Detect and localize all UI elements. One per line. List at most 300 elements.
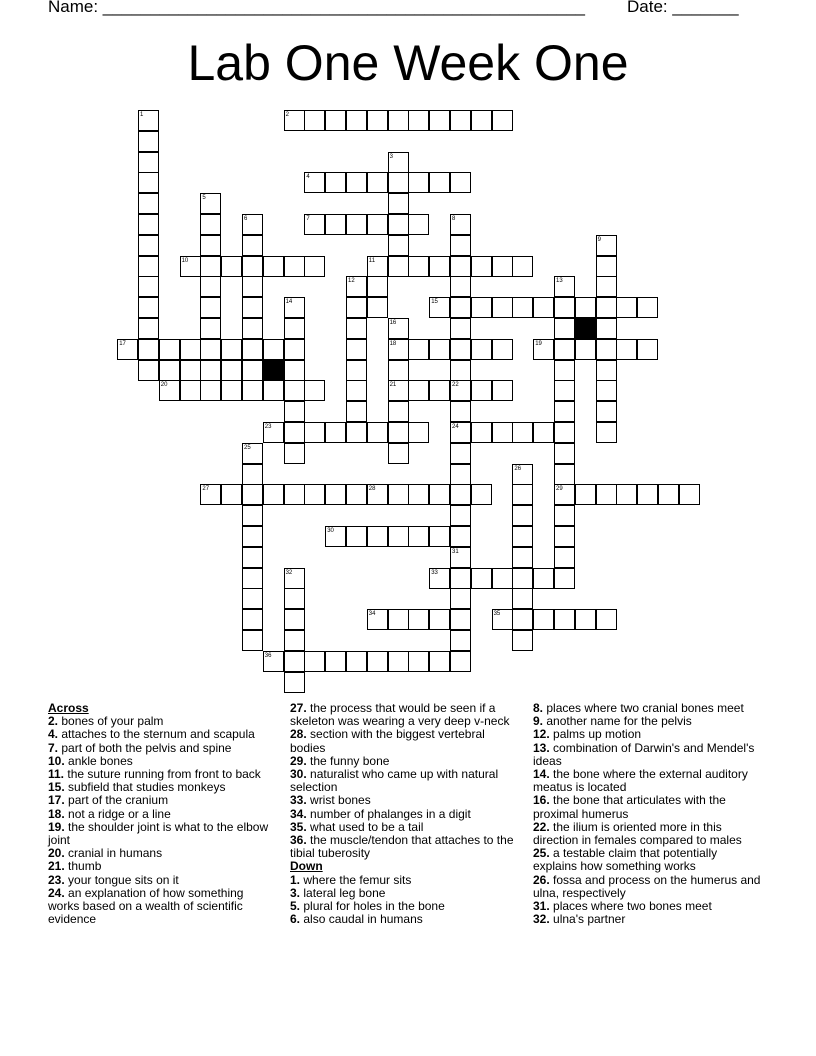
crossword-cell[interactable] xyxy=(346,651,367,672)
crossword-cell[interactable] xyxy=(242,568,263,589)
crossword-cell[interactable] xyxy=(596,484,617,505)
clue-text: wrist bones xyxy=(306,793,371,808)
crossword-cell[interactable] xyxy=(450,172,471,193)
crossword-cell[interactable] xyxy=(242,630,263,651)
crossword-cell[interactable] xyxy=(554,526,575,547)
clue-text: naturalist who came up with natural selection xyxy=(290,767,499,795)
crossword-cell[interactable] xyxy=(450,339,471,360)
crossword-cell[interactable] xyxy=(242,256,263,277)
crossword-cell[interactable] xyxy=(492,297,513,318)
crossword-cell[interactable] xyxy=(284,484,305,505)
crossword-cell[interactable] xyxy=(554,422,575,443)
crossword-cell[interactable] xyxy=(284,297,305,318)
crossword-cell[interactable] xyxy=(388,380,409,401)
crossword-cell[interactable] xyxy=(304,380,325,401)
crossword-cell[interactable] xyxy=(159,360,180,381)
crossword-cell[interactable] xyxy=(180,360,201,381)
clue-number-label: 20. xyxy=(48,846,65,861)
crossword-cell[interactable] xyxy=(408,484,429,505)
crossword-cell[interactable] xyxy=(242,505,263,526)
crossword-cell[interactable] xyxy=(388,443,409,464)
crossword-cell[interactable] xyxy=(200,318,221,339)
crossword-cell[interactable] xyxy=(159,380,180,401)
crossword-cell[interactable] xyxy=(242,464,263,485)
crossword-cell[interactable] xyxy=(616,484,637,505)
crossword-cell[interactable] xyxy=(284,672,305,693)
crossword-cell[interactable] xyxy=(554,568,575,589)
crossword-cell[interactable] xyxy=(533,297,554,318)
crossword-cell[interactable] xyxy=(200,339,221,360)
crossword-cell[interactable] xyxy=(346,110,367,131)
crossword-cell[interactable] xyxy=(221,360,242,381)
crossword-cell[interactable] xyxy=(554,318,575,339)
clue-number: 25 xyxy=(244,444,251,451)
crossword-cell[interactable] xyxy=(284,318,305,339)
clue-text: the bone that articulates with the proximal humerus xyxy=(533,793,726,821)
crossword-cell[interactable] xyxy=(575,339,596,360)
crossword-cell[interactable] xyxy=(512,588,533,609)
crossword-cell[interactable] xyxy=(263,651,284,672)
crossword-cell[interactable] xyxy=(596,297,617,318)
crossword-cell[interactable] xyxy=(388,110,409,131)
crossword-cell[interactable] xyxy=(200,256,221,277)
crossword-cell[interactable] xyxy=(429,568,450,589)
crossword-cell[interactable] xyxy=(325,214,346,235)
crossword-cell[interactable] xyxy=(429,110,450,131)
clue-number-label: 19. xyxy=(48,819,65,834)
clue-text: palms up motion xyxy=(549,727,642,742)
crossword-cell[interactable] xyxy=(346,214,367,235)
crossword-cell[interactable] xyxy=(408,172,429,193)
crossword-cell[interactable] xyxy=(367,526,388,547)
crossword-cell[interactable] xyxy=(284,651,305,672)
crossword-cell[interactable] xyxy=(512,256,533,277)
name-field[interactable]: Name: ___________________________________________________ xyxy=(48,0,585,16)
crossword-cell[interactable] xyxy=(450,380,471,401)
crossword-cell[interactable] xyxy=(408,609,429,630)
crossword-cell[interactable] xyxy=(388,172,409,193)
clue-number-label: 21. xyxy=(48,859,65,874)
crossword-cell[interactable] xyxy=(284,568,305,589)
crossword-cell[interactable] xyxy=(596,609,617,630)
crossword-cell[interactable] xyxy=(408,256,429,277)
crossword-cell[interactable] xyxy=(346,526,367,547)
crossword-cell[interactable] xyxy=(429,484,450,505)
clue-number-label: 32. xyxy=(533,912,550,927)
crossword-cell[interactable] xyxy=(408,380,429,401)
crossword-cell[interactable] xyxy=(180,256,201,277)
crossword-cell[interactable] xyxy=(492,422,513,443)
crossword-cell[interactable] xyxy=(596,422,617,443)
crossword-cell[interactable] xyxy=(471,110,492,131)
crossword-cell[interactable] xyxy=(263,380,284,401)
crossword-cell[interactable] xyxy=(554,443,575,464)
crossword-cell[interactable] xyxy=(596,339,617,360)
crossword-cell[interactable] xyxy=(450,276,471,297)
clue-text: thumb xyxy=(64,859,102,874)
crossword-cell[interactable] xyxy=(471,380,492,401)
clue-number: 30 xyxy=(327,528,334,534)
crossword-cell[interactable] xyxy=(180,339,201,360)
crossword-cell[interactable] xyxy=(304,256,325,277)
crossword-cell[interactable] xyxy=(492,110,513,131)
crossword-cell[interactable] xyxy=(242,380,263,401)
date-field[interactable]: Date: _______ xyxy=(627,0,739,16)
crossword-cell[interactable] xyxy=(284,609,305,630)
crossword-cell[interactable] xyxy=(512,505,533,526)
crossword-cell[interactable] xyxy=(138,172,159,193)
crossword-cell[interactable] xyxy=(450,297,471,318)
clue-number-label: 17. xyxy=(48,793,65,808)
page-title: Lab One Week One xyxy=(187,35,629,91)
crossword-cell[interactable] xyxy=(450,651,471,672)
clue-number: 5 xyxy=(202,195,206,202)
crossword-cell[interactable] xyxy=(450,464,471,485)
crossword-cell[interactable] xyxy=(637,484,658,505)
crossword-cell[interactable] xyxy=(304,214,325,235)
crossword-cell[interactable] xyxy=(388,235,409,256)
crossword-cell[interactable] xyxy=(450,256,471,277)
clue-text: fossa and process on the humerus and ulna, respectively xyxy=(533,872,761,900)
crossword-cell[interactable] xyxy=(596,318,617,339)
crossword-cell[interactable] xyxy=(284,339,305,360)
crossword-cell[interactable] xyxy=(450,318,471,339)
crossword-cell[interactable] xyxy=(596,256,617,277)
crossword-cell[interactable] xyxy=(367,110,388,131)
crossword-cell[interactable] xyxy=(388,214,409,235)
crossword-cell[interactable] xyxy=(138,152,159,173)
clue-text: a testable claim that potentially explains how something works xyxy=(533,846,718,874)
crossword-cell[interactable] xyxy=(450,214,471,235)
crossword-cell[interactable] xyxy=(138,235,159,256)
crossword-cell[interactable] xyxy=(180,380,201,401)
crossword-cell[interactable] xyxy=(512,526,533,547)
crossword-cell[interactable] xyxy=(596,380,617,401)
crossword-cell[interactable] xyxy=(450,568,471,589)
crossword-cell[interactable] xyxy=(284,110,305,131)
crossword-cell[interactable] xyxy=(367,256,388,277)
clue-text: ankle bones xyxy=(64,753,133,768)
crossword-cell[interactable] xyxy=(242,484,263,505)
crossword-cell[interactable] xyxy=(221,484,242,505)
crossword-cell[interactable] xyxy=(658,484,679,505)
crossword-cell[interactable] xyxy=(304,651,325,672)
crossword-cell[interactable] xyxy=(138,193,159,214)
across-clue xyxy=(48,821,276,847)
crossword-cell[interactable] xyxy=(138,256,159,277)
crossword-cell[interactable] xyxy=(388,318,409,339)
crossword-cell[interactable] xyxy=(450,360,471,381)
crossword-cell[interactable] xyxy=(284,443,305,464)
crossword-cell[interactable] xyxy=(242,276,263,297)
crossword-cell[interactable] xyxy=(242,339,263,360)
crossword-cell[interactable] xyxy=(471,256,492,277)
crossword-cell[interactable] xyxy=(554,464,575,485)
crossword-cell[interactable] xyxy=(388,526,409,547)
crossword-cell[interactable] xyxy=(388,256,409,277)
crossword-cell[interactable] xyxy=(429,297,450,318)
crossword-cell[interactable] xyxy=(346,401,367,422)
crossword-cell[interactable] xyxy=(304,484,325,505)
crossword-cell[interactable] xyxy=(429,651,450,672)
clue-number-label: 16. xyxy=(533,793,550,808)
crossword-cell[interactable] xyxy=(242,547,263,568)
crossword-cell[interactable] xyxy=(221,339,242,360)
crossword-cell[interactable] xyxy=(200,360,221,381)
clue-number: 4 xyxy=(306,174,310,181)
crossword-cell[interactable] xyxy=(284,588,305,609)
crossword-cell[interactable] xyxy=(471,422,492,443)
crossword-cell[interactable] xyxy=(554,339,575,360)
crossword-cell[interactable] xyxy=(450,609,471,630)
crossword-cell[interactable] xyxy=(200,214,221,235)
clue-number: 26 xyxy=(514,465,522,472)
crossword-cell[interactable] xyxy=(346,276,367,297)
crossword-cell[interactable] xyxy=(596,360,617,381)
clue-number-label: 4. xyxy=(48,727,59,742)
crossword-cell[interactable] xyxy=(408,651,429,672)
crossword-cell[interactable] xyxy=(200,484,221,505)
crossword-cell[interactable] xyxy=(367,297,388,318)
crossword-cell[interactable] xyxy=(346,318,367,339)
crossword-cell[interactable] xyxy=(554,360,575,381)
crossword-cell[interactable] xyxy=(637,297,658,318)
crossword-cell[interactable] xyxy=(263,256,284,277)
crossword-cell[interactable] xyxy=(408,110,429,131)
crossword-cell[interactable] xyxy=(596,401,617,422)
crossword-cell[interactable] xyxy=(492,609,513,630)
crossword-cell[interactable] xyxy=(367,276,388,297)
crossword-cell[interactable] xyxy=(512,484,533,505)
clue-number-label: 36. xyxy=(290,833,307,848)
crossword-cell[interactable] xyxy=(450,484,471,505)
crossword-cell[interactable] xyxy=(554,401,575,422)
crossword-cell[interactable] xyxy=(512,568,533,589)
crossword-cell[interactable] xyxy=(408,526,429,547)
crossword-cell[interactable] xyxy=(533,422,554,443)
crossword-cell[interactable] xyxy=(512,422,533,443)
crossword-cell[interactable] xyxy=(512,630,533,651)
clue-text: combination of Darwin's and Mendel's ideas xyxy=(533,740,755,768)
crossword-cell[interactable] xyxy=(429,339,450,360)
crossword-cell[interactable] xyxy=(471,297,492,318)
clue-number-label: 10. xyxy=(48,753,65,768)
crossword-cell[interactable] xyxy=(450,422,471,443)
crossword-cell[interactable] xyxy=(284,401,305,422)
crossword-cell[interactable] xyxy=(512,547,533,568)
crossword-cell[interactable] xyxy=(554,484,575,505)
clue-number: 9 xyxy=(597,236,601,243)
clue-number-label: 12. xyxy=(533,727,550,742)
crossword-cell[interactable] xyxy=(242,318,263,339)
crossword-cell[interactable] xyxy=(575,484,596,505)
crossword-cell[interactable] xyxy=(221,256,242,277)
crossword-cell[interactable] xyxy=(263,339,284,360)
crossword-cell[interactable] xyxy=(492,256,513,277)
crossword-cell[interactable] xyxy=(471,484,492,505)
crossword-cell[interactable] xyxy=(325,526,346,547)
crossword-cell[interactable] xyxy=(138,131,159,152)
crossword-cell[interactable] xyxy=(429,172,450,193)
crossword-cell[interactable] xyxy=(429,256,450,277)
clue-number-label: 31. xyxy=(533,899,550,914)
crossword-cell[interactable] xyxy=(471,339,492,360)
crossword-cell[interactable] xyxy=(492,380,513,401)
crossword-cell[interactable] xyxy=(450,630,471,651)
crossword-cell[interactable] xyxy=(388,401,409,422)
clue-text: also caudal in humans xyxy=(300,912,423,927)
crossword-cell[interactable] xyxy=(554,505,575,526)
crossword-cell[interactable] xyxy=(304,172,325,193)
crossword-cell[interactable] xyxy=(200,276,221,297)
crossword-cell[interactable] xyxy=(554,609,575,630)
crossword-cell[interactable] xyxy=(367,484,388,505)
clue-number-label: 15. xyxy=(48,780,65,795)
crossword-cell[interactable] xyxy=(429,526,450,547)
clue-text: section with the biggest vertebral bodies xyxy=(290,727,485,755)
clue-text: where the femur sits xyxy=(300,872,412,887)
clue-text: another name for the pelvis xyxy=(543,714,692,729)
across-clue xyxy=(290,702,518,728)
crossword-cell[interactable] xyxy=(388,651,409,672)
crossword-cell[interactable] xyxy=(200,380,221,401)
crossword-cell[interactable] xyxy=(429,380,450,401)
crossword-cell[interactable] xyxy=(138,110,159,131)
crossword-cell[interactable] xyxy=(284,256,305,277)
crossword-cell[interactable] xyxy=(637,339,658,360)
crossword-cell[interactable] xyxy=(346,484,367,505)
crossword-cell[interactable] xyxy=(159,339,180,360)
crossword-cell[interactable] xyxy=(242,235,263,256)
crossword-cell[interactable] xyxy=(492,568,513,589)
crossword-cell[interactable] xyxy=(367,214,388,235)
crossword-cell[interactable] xyxy=(429,609,450,630)
crossword-cell[interactable] xyxy=(346,380,367,401)
crossword-cell[interactable] xyxy=(388,193,409,214)
crossword-cell[interactable] xyxy=(450,110,471,131)
crossword-cell[interactable] xyxy=(512,609,533,630)
crossword-cell[interactable] xyxy=(263,422,284,443)
clue-text: the ilium is oriented more in this direction in females compared to males xyxy=(533,819,742,848)
crossword-cell[interactable] xyxy=(346,297,367,318)
crossword-cell[interactable] xyxy=(304,110,325,131)
crossword-cell[interactable] xyxy=(242,588,263,609)
crossword-cell[interactable] xyxy=(554,276,575,297)
crossword-cell[interactable] xyxy=(575,297,596,318)
crossword-cell[interactable] xyxy=(325,172,346,193)
crossword-cell[interactable] xyxy=(533,339,554,360)
crossword-cell[interactable] xyxy=(367,422,388,443)
clue-number-label: 18. xyxy=(48,806,65,821)
crossword-cell[interactable] xyxy=(388,422,409,443)
crossword-cell[interactable] xyxy=(408,422,429,443)
crossword-cell[interactable] xyxy=(512,464,533,485)
crossword-cell[interactable] xyxy=(200,193,221,214)
crossword-cell[interactable] xyxy=(242,297,263,318)
crossword-cell[interactable] xyxy=(242,609,263,630)
crossword-cell[interactable] xyxy=(554,380,575,401)
crossword-cell[interactable] xyxy=(616,297,637,318)
across-heading: Across xyxy=(48,701,89,715)
crossword-cell[interactable] xyxy=(138,318,159,339)
crossword-cell[interactable] xyxy=(450,401,471,422)
crossword-cell[interactable] xyxy=(388,609,409,630)
crossword-cell[interactable] xyxy=(367,172,388,193)
crossword-cell[interactable] xyxy=(242,360,263,381)
crossword-cell[interactable] xyxy=(325,651,346,672)
crossword-cell[interactable] xyxy=(388,484,409,505)
crossword-cell[interactable] xyxy=(304,422,325,443)
clue-text: ulna's partner xyxy=(549,912,626,927)
crossword-cell[interactable] xyxy=(408,214,429,235)
crossword-cell[interactable] xyxy=(596,276,617,297)
crossword-cell[interactable] xyxy=(325,422,346,443)
crossword-cell[interactable] xyxy=(596,235,617,256)
crossword-cell[interactable] xyxy=(533,568,554,589)
crossword-cell[interactable] xyxy=(138,339,159,360)
crossword-cell[interactable] xyxy=(325,484,346,505)
crossword-cell[interactable] xyxy=(554,547,575,568)
crossword-cell[interactable] xyxy=(388,339,409,360)
crossword-cell[interactable] xyxy=(346,172,367,193)
clue-number: 20 xyxy=(160,382,168,389)
crossword-cell[interactable] xyxy=(450,443,471,464)
crossword-cell[interactable] xyxy=(242,214,263,235)
crossword-cell[interactable] xyxy=(450,588,471,609)
crossword-cell[interactable] xyxy=(284,380,305,401)
crossword-cell[interactable] xyxy=(408,339,429,360)
crossword-cell[interactable] xyxy=(284,422,305,443)
crossword-cell[interactable] xyxy=(575,609,596,630)
down-clue xyxy=(533,913,761,926)
crossword-cell[interactable] xyxy=(242,526,263,547)
crossword-cell[interactable] xyxy=(512,297,533,318)
crossword-cell[interactable] xyxy=(138,297,159,318)
crossword-cell[interactable] xyxy=(450,526,471,547)
crossword-cell[interactable] xyxy=(388,360,409,381)
clue-text: the funny bone xyxy=(306,753,390,768)
crossword-cell[interactable] xyxy=(346,339,367,360)
crossword-cell[interactable] xyxy=(554,297,575,318)
crossword-cell[interactable] xyxy=(221,380,242,401)
crossword-cell[interactable] xyxy=(450,235,471,256)
crossword-cell[interactable] xyxy=(616,339,637,360)
crossword-cell[interactable] xyxy=(325,110,346,131)
crossword-cell[interactable] xyxy=(346,360,367,381)
crossword-cell[interactable] xyxy=(679,484,700,505)
crossword-cell[interactable] xyxy=(117,339,138,360)
crossword-cell[interactable] xyxy=(200,297,221,318)
crossword-cell[interactable] xyxy=(263,484,284,505)
crossword-cell[interactable] xyxy=(138,360,159,381)
crossword-cell[interactable] xyxy=(346,422,367,443)
crossword-cell[interactable] xyxy=(471,568,492,589)
crossword-cell[interactable] xyxy=(388,152,409,173)
crossword-cell[interactable] xyxy=(367,609,388,630)
crossword-cell[interactable] xyxy=(284,360,305,381)
crossword-cell[interactable] xyxy=(138,276,159,297)
clue-number: 15 xyxy=(431,299,438,306)
crossword-cell[interactable] xyxy=(450,505,471,526)
crossword-cell[interactable] xyxy=(450,547,471,568)
crossword-cell[interactable] xyxy=(200,235,221,256)
crossword-cell[interactable] xyxy=(242,443,263,464)
crossword-cell[interactable] xyxy=(533,609,554,630)
crossword-cell[interactable] xyxy=(284,630,305,651)
crossword-cell[interactable] xyxy=(367,651,388,672)
crossword-cell[interactable] xyxy=(492,339,513,360)
crossword-cell[interactable] xyxy=(138,214,159,235)
